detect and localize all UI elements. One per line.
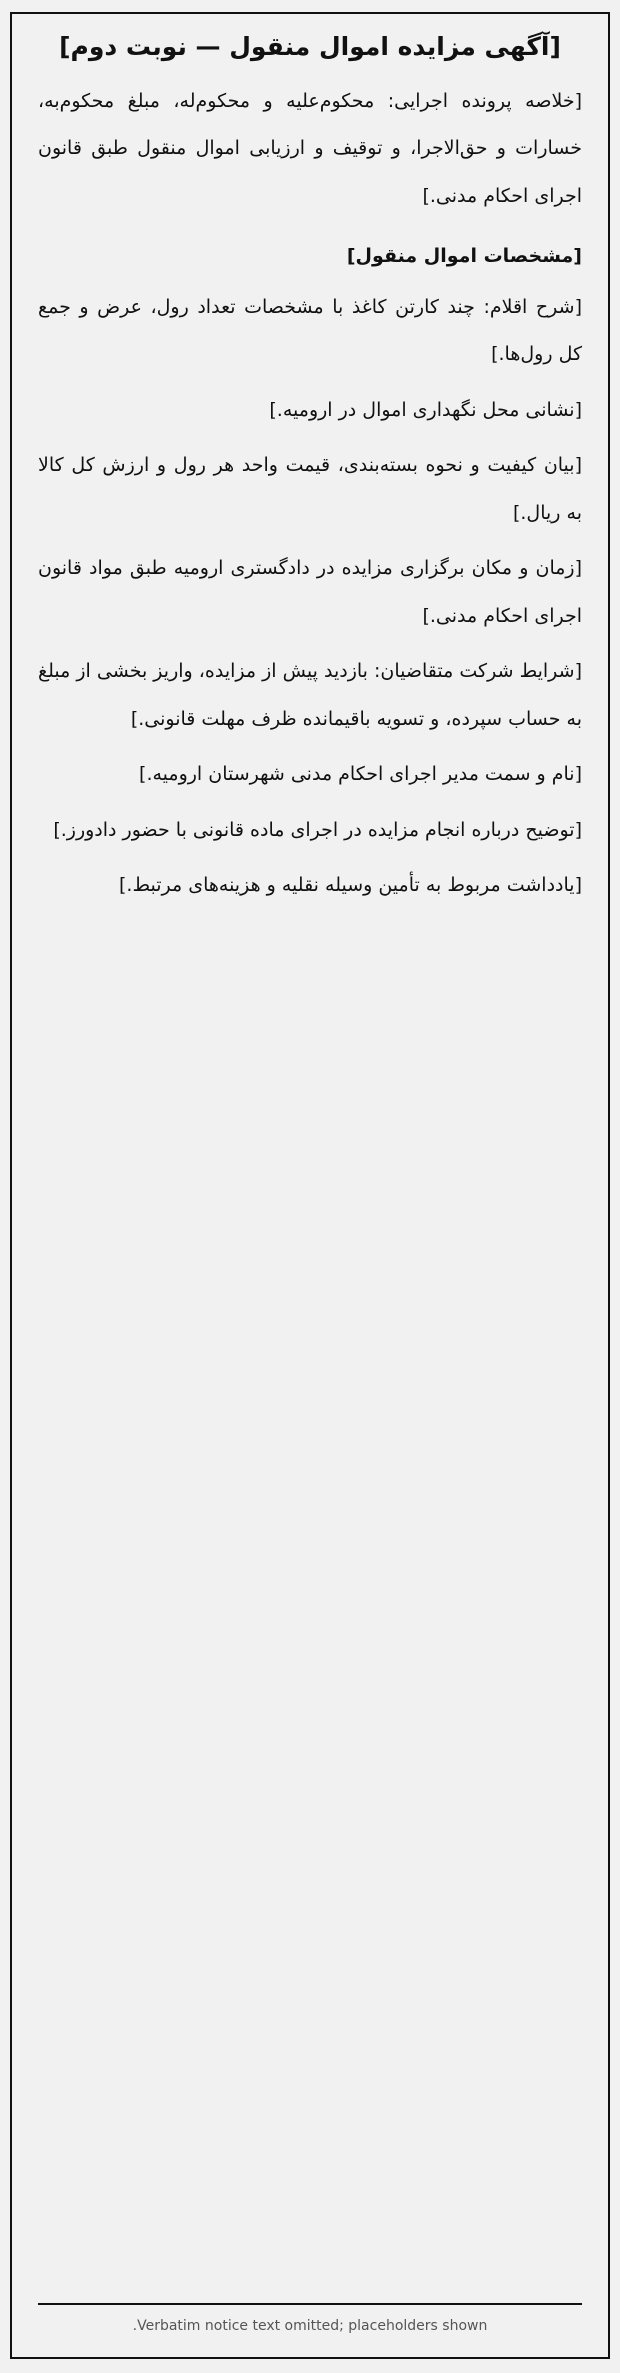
spacer [38, 918, 582, 2287]
item-spec-heading: [مشخصات اموال منقول] [346, 245, 582, 267]
notice-title: [آگهی مزایده اموال منقول — نوبت دوم] [59, 32, 561, 61]
auction-notice [10, 12, 610, 2359]
item-spec-paragraph: [شرح اقلام: چند کارتن کاغذ با مشخصات تعداد رول، عرض و جمع کل رول‌ها.] [38, 295, 582, 366]
case-summary-paragraph: [خلاصه پرونده اجرایی: محکوم‌علیه و محکوم‌له، مبلغ محکوم‌به، خسارات و حق‌الاجرا، و توقیف و ارزیابی اموال منقول طبق قانون اجرای احکام مدنی.] [38, 89, 582, 207]
valuation-paragraph: [بیان کیفیت و نحوه بسته‌بندی، قیمت واحد هر رول و ارزش کل کالا به ریال.] [38, 454, 582, 524]
transport-note-paragraph: [یادداشت مربوط به تأمین وسیله نقلیه و هزینه‌های مرتبط.] [119, 874, 582, 897]
signature-paragraph: [نام و سمت مدیر اجرای احکام مدنی شهرستان ارومیه.] [139, 763, 582, 786]
placeholder-note: Verbatim notice text omitted; placeholders shown. [132, 2317, 488, 2334]
bottom-rule [38, 2303, 582, 2305]
execution-note-paragraph: [توضیح درباره انجام مزایده در اجرای ماده قانونی با حضور دادورز.] [53, 818, 582, 841]
address-paragraph: [نشانی محل نگهداری اموال در ارومیه.] [269, 398, 582, 421]
bidders-paragraph: [شرایط شرکت متقاضیان: بازدید پیش از مزایده، واریز بخشی از مبلغ به حساب سپرده، و تسویه باقیمانده ظرف مهلت قانونی.] [38, 660, 582, 730]
auction-time-paragraph: [زمان و مکان برگزاری مزایده در دادگستری ارومیه طبق مواد قانون اجرای احکام مدنی.] [38, 557, 582, 627]
